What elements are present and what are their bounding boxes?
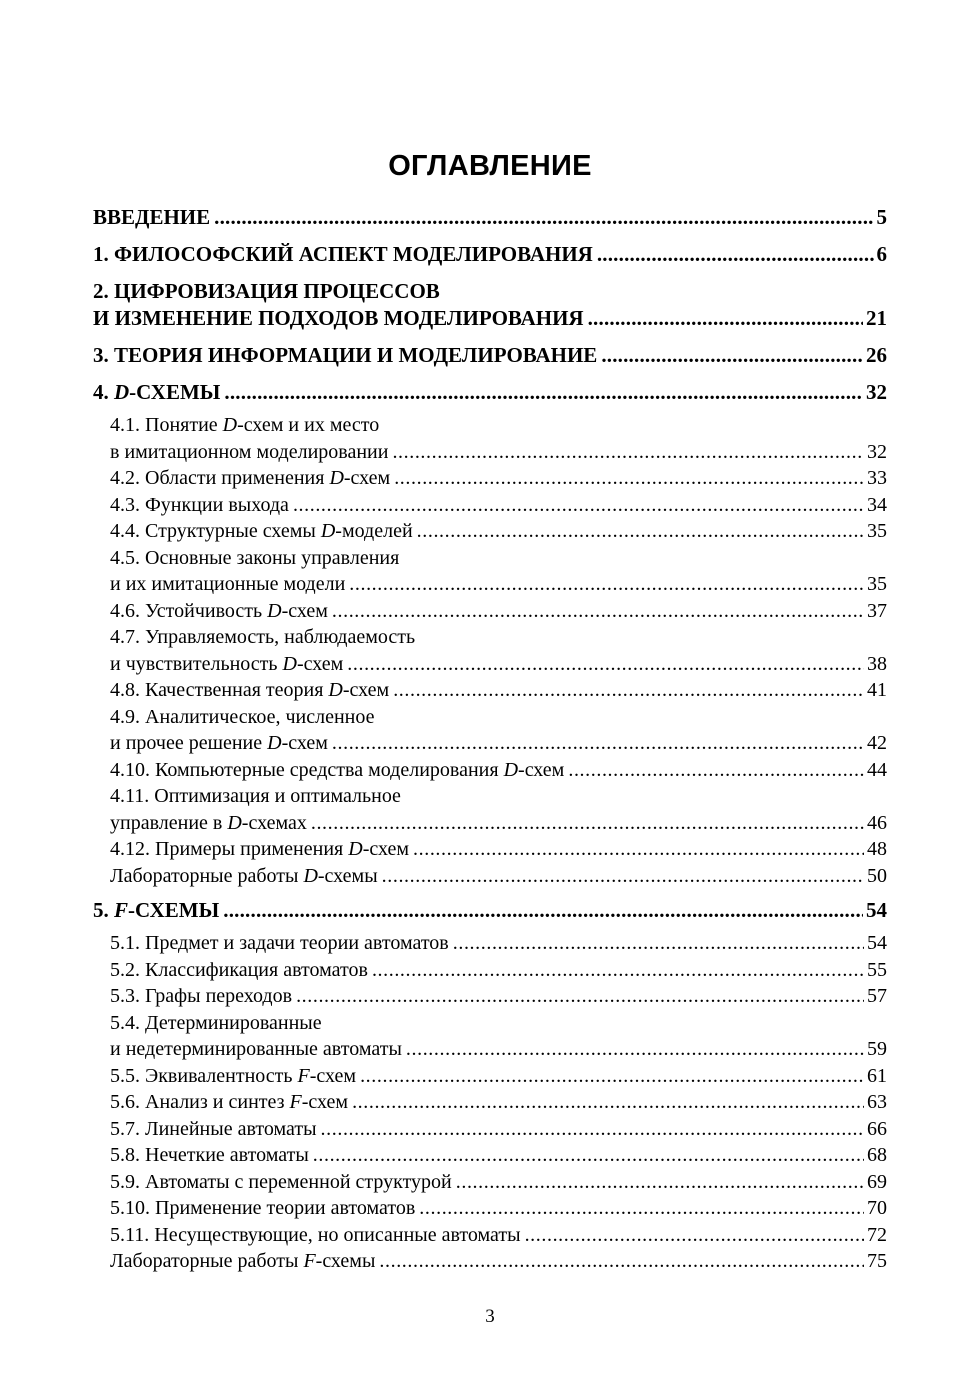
toc-entry-title: 4.12. Примеры применения D-схем — [110, 838, 410, 860]
toc-section[interactable] — [93, 1089, 887, 1116]
toc-section[interactable] — [93, 1116, 887, 1143]
toc-entry-title: 3. ТЕОРИЯ ИНФОРМАЦИИ И МОДЕЛИРОВАНИЕ — [93, 343, 598, 367]
toc-entry-title: 5.6. Анализ и синтез F-схем — [110, 1091, 349, 1113]
toc-page-number: 34 — [867, 493, 887, 516]
toc-entry-row — [110, 465, 887, 492]
dot-leader — [597, 241, 874, 268]
dot-leader — [417, 518, 864, 545]
toc-entry-title: в имитационном моделировании — [110, 440, 389, 463]
toc-page-number: 72 — [867, 1223, 887, 1246]
dot-leader — [588, 305, 863, 332]
dot-leader — [525, 1222, 864, 1249]
dot-leader — [601, 342, 863, 369]
toc-entry-row — [110, 571, 887, 598]
toc-page-number: 59 — [867, 1038, 887, 1060]
toc-entry-title: 5.10. Применение теории автоматов — [110, 1197, 416, 1219]
toc-entry-title-line: 4.1. Понятие D-схем и их место — [110, 414, 380, 436]
dot-leader — [392, 439, 864, 466]
toc-entry-row — [110, 492, 887, 519]
toc-entry-title: 4.10. Компьютерные средства моделирования D-схем — [110, 758, 565, 781]
toc-entry-title: 4.4. Структурные схемы D-моделей — [110, 520, 413, 542]
toc-section[interactable] — [93, 1222, 887, 1249]
toc-entry-title: 4.2. Области применения D-схем — [110, 467, 391, 489]
scheme-letter: F — [114, 898, 129, 922]
dot-leader — [352, 1089, 864, 1116]
dot-leader — [349, 571, 864, 598]
toc-section[interactable] — [93, 863, 887, 890]
toc-section[interactable] — [93, 783, 887, 836]
toc-entry-title-line: 5.4. Детерминированные — [110, 1011, 322, 1034]
scheme-letter: D — [227, 811, 242, 834]
toc-page-number: 54 — [867, 932, 887, 954]
toc-section[interactable] — [93, 465, 887, 492]
toc-entry-row — [110, 930, 887, 957]
toc-page-number: 55 — [867, 958, 887, 981]
toc-entry-row — [110, 1169, 887, 1196]
toc-entry-title: 1. ФИЛОСОФСКИЙ АСПЕКТ МОДЕЛИРОВАНИЯ — [93, 242, 593, 266]
toc-page-number: 37 — [867, 599, 887, 622]
dot-leader — [382, 863, 864, 890]
dot-leader — [321, 1116, 864, 1143]
scheme-letter: F — [303, 1250, 316, 1272]
toc-entry-row — [110, 1063, 887, 1090]
toc-entry-title: ВВЕДЕНИЕ — [93, 205, 211, 229]
dot-leader — [223, 897, 863, 924]
toc-entry-title: 5.11. Несуществующие, но описанные автоматы — [110, 1223, 521, 1246]
toc-section[interactable] — [93, 545, 887, 598]
toc-entry-row — [110, 863, 887, 890]
dot-leader — [224, 379, 863, 406]
toc-entry-row — [110, 1142, 887, 1169]
toc-page-number: 75 — [867, 1250, 887, 1272]
toc-page-number: 32 — [867, 440, 887, 463]
toc-entry-title: и прочее решение D-схем — [110, 732, 328, 754]
page-number: 3 — [485, 1306, 495, 1327]
toc-entry-row — [110, 518, 887, 545]
toc-page-number: 48 — [867, 838, 887, 860]
dot-leader — [313, 1142, 864, 1169]
dot-leader — [568, 757, 864, 784]
toc-entry-row — [93, 342, 887, 369]
dot-leader — [406, 1036, 864, 1063]
toc-entry-title: 4.6. Устойчивость D-схем — [110, 599, 328, 622]
toc-entry-row — [110, 677, 887, 704]
toc-entry-row — [110, 598, 887, 625]
toc-entry-title: 4. D-СХЕМЫ — [93, 380, 221, 404]
toc-section[interactable] — [93, 1010, 887, 1063]
dot-leader — [453, 930, 864, 957]
toc-page-number: 54 — [866, 898, 887, 922]
toc-entry-row — [110, 651, 887, 678]
toc-entry-row — [110, 836, 887, 863]
scheme-letter: D — [222, 414, 238, 436]
toc-entry-title: 5.5. Эквивалентность F-схем — [110, 1064, 357, 1087]
toc-entry-row — [110, 757, 887, 784]
toc-section[interactable] — [93, 930, 887, 957]
dot-leader — [372, 957, 864, 984]
toc-page-number: 6 — [876, 242, 887, 266]
scheme-letter: D — [114, 380, 130, 404]
toc-page-number: 61 — [867, 1064, 887, 1087]
toc-page-number: 26 — [866, 343, 887, 367]
toc-entry-title: и чувствительность D-схем — [110, 652, 344, 675]
toc-entry-title: 5.9. Автоматы с переменной структурой — [110, 1170, 452, 1193]
dot-leader — [293, 492, 864, 519]
toc-entry-row — [110, 1222, 887, 1249]
toc-page-number: 70 — [867, 1197, 887, 1219]
toc-chapter[interactable] — [93, 897, 887, 924]
toc-section[interactable] — [93, 1063, 887, 1090]
toc-section[interactable] — [93, 1195, 887, 1222]
toc-entry-row — [110, 1089, 887, 1116]
toc-entry-title-line: 2. ЦИФРОВИЗАЦИЯ ПРОЦЕССОВ — [93, 279, 440, 303]
scheme-letter: F — [297, 1064, 310, 1087]
scheme-letter: D — [303, 864, 318, 887]
toc-page-number: 42 — [867, 732, 887, 754]
toc-entry-title: 5.2. Классификация автоматов — [110, 958, 368, 981]
scheme-letter: D — [328, 679, 343, 701]
toc-entry-row — [110, 1195, 887, 1222]
dot-leader — [413, 836, 864, 863]
scheme-letter: F — [289, 1091, 302, 1113]
toc-entry-title: 5. F-СХЕМЫ — [93, 898, 220, 922]
toc-page-number: 21 — [866, 306, 887, 330]
scheme-letter: D — [320, 520, 336, 542]
toc-entry-row — [93, 241, 887, 268]
dot-leader — [347, 651, 864, 678]
toc-page-number: 41 — [867, 679, 887, 701]
dot-leader — [379, 1248, 864, 1275]
toc-chapter[interactable] — [93, 379, 887, 406]
dot-leader — [456, 1169, 864, 1196]
toc-chapter[interactable] — [93, 278, 887, 332]
toc-entry-title: Лабораторные работы D-схемы — [110, 864, 378, 887]
toc-entry-row — [110, 983, 887, 1010]
toc-entry-row — [110, 957, 887, 984]
toc-section[interactable] — [93, 983, 887, 1010]
toc-entry-title: 5.1. Предмет и задачи теории автоматов — [110, 932, 449, 954]
toc-page-number: 38 — [867, 652, 887, 675]
dot-leader — [296, 983, 864, 1010]
toc-page-number: 35 — [867, 573, 887, 595]
toc-section[interactable] — [93, 677, 887, 704]
toc-page-number: 46 — [867, 811, 887, 834]
toc-entry-title: и недетерминированные автоматы — [110, 1038, 402, 1060]
toc-entry-row — [110, 730, 887, 757]
dot-leader — [214, 204, 873, 231]
dot-leader — [393, 677, 864, 704]
toc-page-number: 5 — [876, 205, 887, 229]
toc-page-number: 68 — [867, 1144, 887, 1166]
toc-section[interactable] — [93, 1248, 887, 1275]
scheme-letter: D — [282, 652, 297, 675]
toc-page-number: 33 — [867, 467, 887, 489]
toc-page-number: 63 — [867, 1091, 887, 1113]
scheme-letter: D — [348, 838, 363, 860]
toc-section[interactable] — [93, 624, 887, 677]
toc-entry-row — [110, 1248, 887, 1275]
dot-leader — [332, 730, 864, 757]
dot-leader — [360, 1063, 864, 1090]
toc-chapter[interactable] — [93, 204, 887, 231]
toc-entry-title: и их имитационные модели — [110, 573, 346, 595]
toc-entry-row — [110, 810, 887, 837]
toc-page-number: 66 — [867, 1117, 887, 1140]
toc-chapter[interactable] — [93, 342, 887, 369]
toc-entry-row — [110, 439, 887, 466]
toc-entry-title-line: 4.9. Аналитическое, численное — [110, 705, 375, 728]
toc-section[interactable] — [93, 957, 887, 984]
toc-section[interactable] — [93, 492, 887, 519]
page-title: ОГЛАВЛЕНИЕ — [388, 150, 592, 182]
toc-entry-title-line: 4.5. Основные законы управления — [110, 546, 400, 569]
toc-page-number: 57 — [867, 985, 887, 1007]
toc-page-number: 50 — [867, 864, 887, 887]
toc-entry-title: 5.7. Линейные автоматы — [110, 1117, 317, 1140]
toc-entry-title: 5.3. Графы переходов — [110, 985, 293, 1007]
toc-entry-title: 4.3. Функции выхода — [110, 493, 289, 516]
dot-leader — [332, 598, 864, 625]
dot-leader — [419, 1195, 864, 1222]
toc-entry-row — [93, 897, 887, 924]
toc-entry-row — [93, 305, 887, 332]
toc-section[interactable] — [93, 836, 887, 863]
scheme-letter: D — [267, 599, 282, 622]
toc-section[interactable] — [93, 757, 887, 784]
toc-chapter[interactable] — [93, 241, 887, 268]
toc-section[interactable] — [93, 598, 887, 625]
toc-page-number: 35 — [867, 520, 887, 542]
dot-leader — [394, 465, 864, 492]
toc-entry-row — [93, 379, 887, 406]
toc-section[interactable] — [93, 412, 887, 465]
toc-entry-title: И ИЗМЕНЕНИЕ ПОДХОДОВ МОДЕЛИРОВАНИЯ — [93, 306, 584, 330]
toc-page-number: 69 — [867, 1170, 887, 1193]
table-of-contents — [93, 204, 887, 1275]
toc-entry-title: 5.8. Нечеткие автоматы — [110, 1144, 309, 1166]
toc-section[interactable] — [93, 1142, 887, 1169]
toc-page-number: 44 — [867, 758, 887, 781]
scheme-letter: D — [503, 758, 519, 781]
toc-entry-title: 4.8. Качественная теория D-схем — [110, 679, 390, 701]
scheme-letter: D — [329, 467, 344, 489]
toc-entry-title-line: 4.7. Управляемость, наблюдаемость — [110, 626, 416, 648]
toc-section[interactable] — [93, 704, 887, 757]
toc-entry-title: Лабораторные работы F-схемы — [110, 1250, 376, 1272]
scheme-letter: D — [267, 732, 282, 754]
toc-section[interactable] — [93, 1169, 887, 1196]
toc-entry-row — [110, 1036, 887, 1063]
toc-entry-row — [93, 204, 887, 231]
toc-entry-row — [110, 1116, 887, 1143]
toc-entry-title-line: 4.11. Оптимизация и оптимальное — [110, 785, 401, 807]
toc-page-number: 32 — [866, 380, 887, 404]
dot-leader — [311, 810, 864, 837]
toc-section[interactable] — [93, 518, 887, 545]
toc-entry-title: управление в D-схемах — [110, 811, 307, 834]
